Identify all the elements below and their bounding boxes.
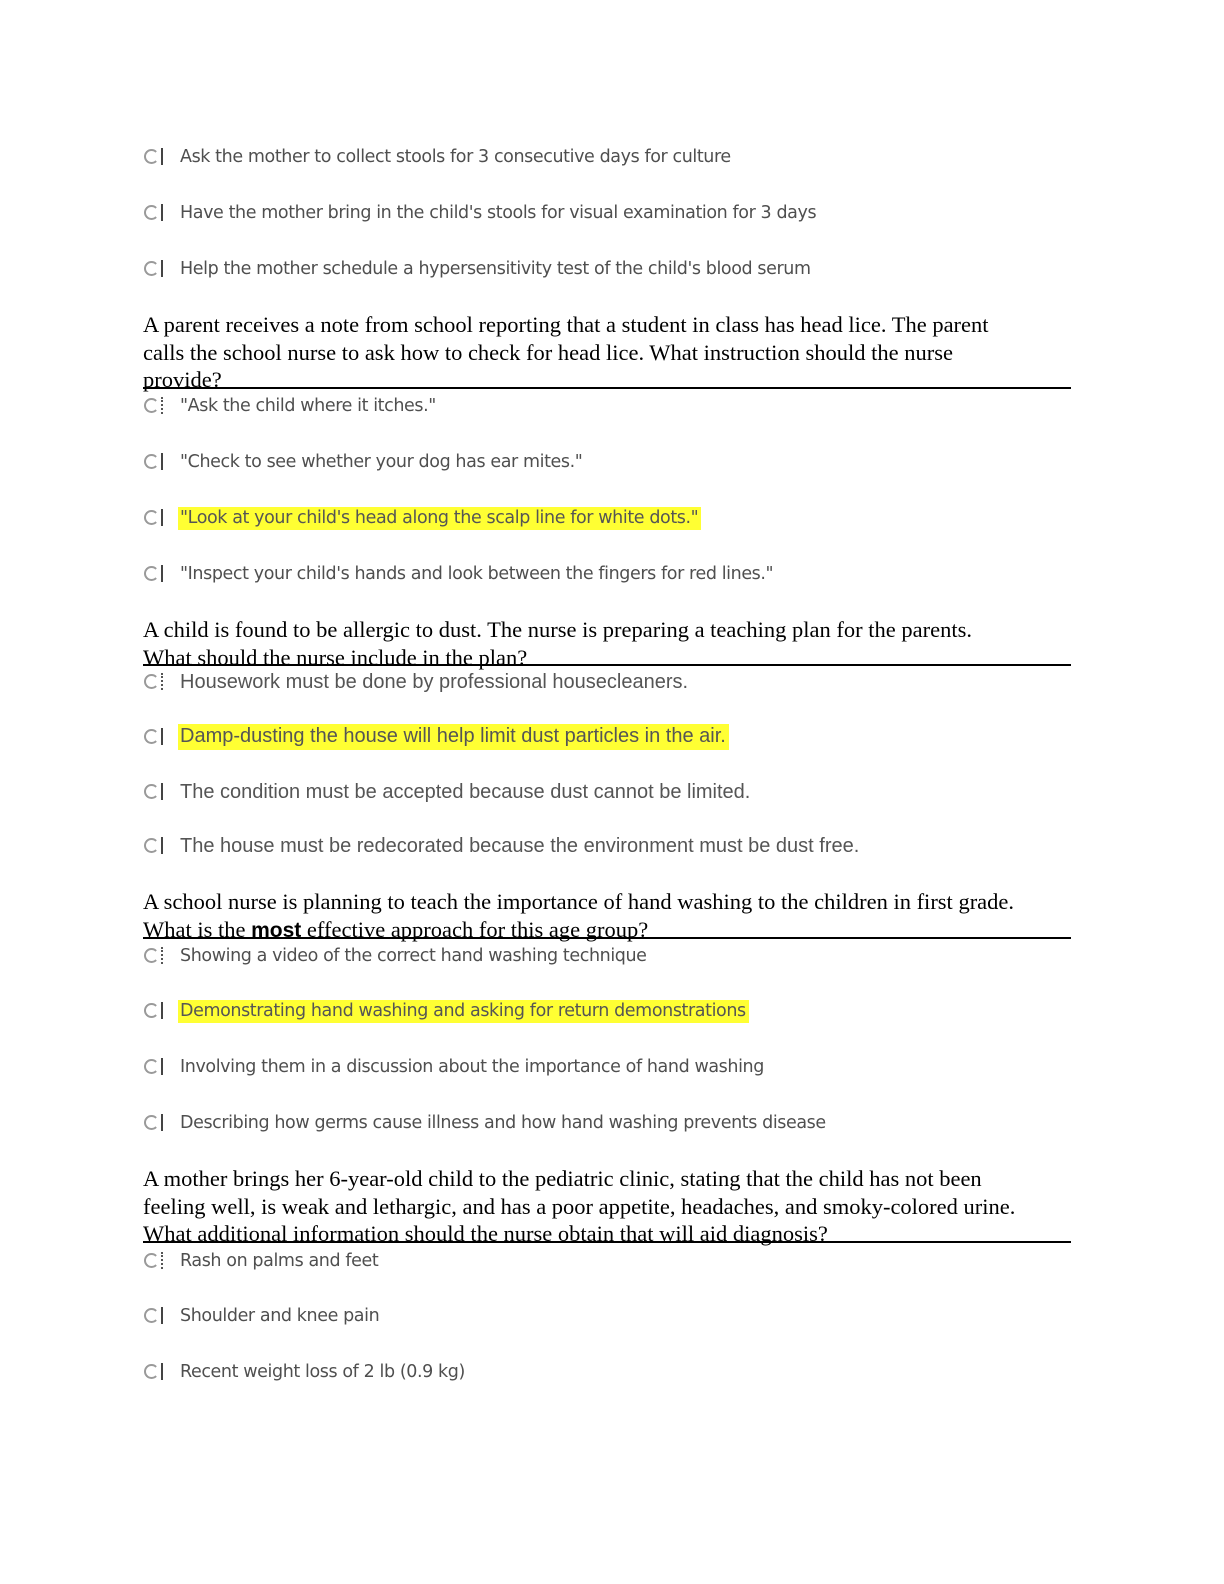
radio-button-icon[interactable] [143, 1113, 165, 1133]
answer-option-label: "Ask the child where it itches." [180, 396, 436, 416]
answer-option-label: Involving them in a discussion about the importance of hand washing [180, 1057, 764, 1077]
answer-option-label: "Inspect your child's hands and look between the fingers for red lines." [180, 564, 774, 584]
answer-option[interactable] [143, 667, 688, 697]
question-text: effective approach for this age group? [301, 916, 649, 942]
question-line: A school nurse is planning to teach the importance of hand washing to the children in first grade. [143, 889, 1015, 914]
answer-option[interactable] [143, 777, 750, 807]
question-text: What is the [143, 916, 252, 942]
question-line: What should the nurse include in the plan? [143, 644, 528, 670]
radio-button-icon[interactable] [143, 1251, 165, 1271]
question-stem [143, 1165, 1071, 1246]
answer-option[interactable] [143, 831, 859, 861]
answer-option[interactable] [143, 559, 773, 589]
radio-button-icon[interactable] [143, 782, 165, 802]
question-line: A mother brings her 6-year-old child to the pediatric clinic, stating that the child has not been [143, 1166, 982, 1191]
radio-button-icon[interactable] [143, 147, 165, 167]
answer-option[interactable] [143, 1246, 378, 1276]
radio-button-icon[interactable] [143, 396, 165, 416]
answer-option-label: Showing a video of the correct hand washing technique [180, 946, 647, 966]
question-line: A child is found to be allergic to dust. The nurse is preparing a teaching plan for the parents. [143, 617, 972, 642]
radio-button-icon[interactable] [143, 259, 165, 279]
answer-option-label: The house must be redecorated because the environment must be dust free. [180, 834, 860, 857]
question-line: provide? [143, 367, 222, 392]
answer-option-label: Ask the mother to collect stools for 3 consecutive days for culture [180, 147, 731, 167]
radio-button-icon[interactable] [143, 672, 165, 692]
answer-option[interactable] [143, 1108, 826, 1138]
radio-button-icon[interactable] [143, 203, 165, 223]
question-stem [143, 888, 1071, 942]
question-line: A parent receives a note from school reporting that a student in class has head lice. The parent [143, 312, 989, 337]
answer-option-label: Recent weight loss of 2 lb (0.9 kg) [180, 1362, 465, 1382]
question-stem [143, 616, 1071, 670]
radio-button-icon[interactable] [143, 1362, 165, 1382]
answer-option-label: Shoulder and knee pain [180, 1306, 380, 1326]
radio-button-icon[interactable] [143, 1001, 165, 1021]
answer-option-label-highlighted: Damp-dusting the house will help limit dust particles in the air. [178, 724, 729, 750]
question-line [143, 916, 1071, 945]
radio-button-icon[interactable] [143, 508, 165, 528]
answer-option-label: Help the mother schedule a hypersensitivity test of the child's blood serum [180, 259, 811, 279]
radio-button-icon[interactable] [143, 727, 165, 747]
answer-option[interactable] [143, 447, 582, 477]
question-stem [143, 311, 1071, 392]
answer-option-label: Rash on palms and feet [180, 1251, 379, 1271]
answer-option[interactable] [143, 142, 731, 172]
answer-option-label-highlighted: "Look at your child's head along the scalp line for white dots." [178, 507, 701, 530]
question-underline [143, 387, 1071, 389]
radio-button-icon[interactable] [143, 836, 165, 856]
answer-option-label: The condition must be accepted because dust cannot be limited. [180, 780, 751, 803]
answer-option[interactable] [143, 198, 816, 228]
answer-option[interactable] [143, 391, 436, 421]
answer-option[interactable] [143, 941, 647, 971]
question-line: calls the school nurse to ask how to check for head lice. What instruction should the nurse [143, 339, 953, 365]
radio-button-icon[interactable] [143, 564, 165, 584]
radio-button-icon[interactable] [143, 946, 165, 966]
answer-option-correct[interactable] [143, 503, 701, 533]
answer-option-correct[interactable] [143, 722, 729, 752]
question-line: feeling well, is weak and lethargic, and has a poor appetite, headaches, and smoky-colored urine. [143, 1193, 1016, 1219]
answer-option-label-highlighted: Demonstrating hand washing and asking for return demonstrations [178, 1000, 749, 1023]
answer-option-label: "Check to see whether your dog has ear mites." [180, 452, 583, 472]
answer-option[interactable] [143, 254, 811, 284]
radio-button-icon[interactable] [143, 1057, 165, 1077]
radio-button-icon[interactable] [143, 452, 165, 472]
question-line: What additional information should the nurse obtain that will aid diagnosis? [143, 1221, 828, 1246]
answer-option[interactable] [143, 1357, 465, 1387]
answer-option-label: Describing how germs cause illness and how hand washing prevents disease [180, 1113, 826, 1133]
answer-option[interactable] [143, 1301, 379, 1331]
answer-option-label: Have the mother bring in the child's stools for visual examination for 3 days [180, 203, 817, 223]
answer-option-label: Housework must be done by professional housecleaners. [180, 670, 689, 693]
answer-option[interactable] [143, 1052, 764, 1082]
radio-button-icon[interactable] [143, 1306, 165, 1326]
answer-option-correct[interactable] [143, 996, 749, 1026]
emphasis-word: most [251, 918, 302, 942]
